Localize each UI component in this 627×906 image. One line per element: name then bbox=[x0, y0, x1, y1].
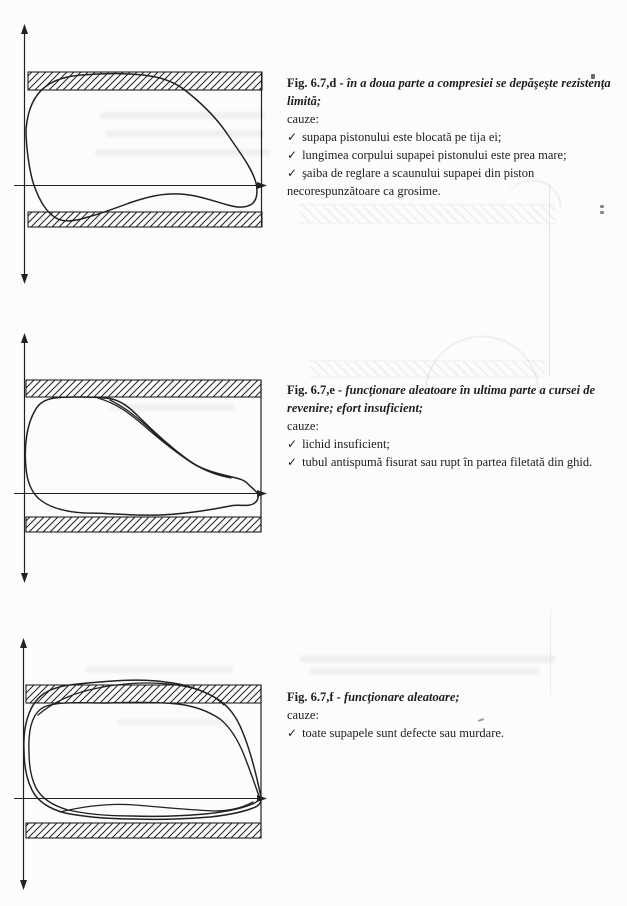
diagram-fig-67f bbox=[0, 635, 280, 900]
showthrough-hatch-band bbox=[300, 204, 556, 224]
cause-heading: cauze: bbox=[287, 112, 319, 126]
horizontal-axis bbox=[14, 182, 267, 189]
work-diagram-curve bbox=[25, 397, 258, 515]
check-icon: ✓ bbox=[287, 166, 298, 180]
cause-item bbox=[287, 146, 626, 164]
limit-band-top bbox=[26, 380, 261, 397]
fig-description: - în a doua parte a compresiei se depăşeşte rezistenţa limită; bbox=[287, 76, 611, 108]
check-icon: ✓ bbox=[287, 455, 298, 469]
scan-speck bbox=[600, 211, 604, 214]
check-icon: ✓ bbox=[287, 726, 298, 740]
cause-heading: cauze: bbox=[287, 419, 319, 433]
horizontal-axis bbox=[14, 490, 267, 497]
work-diagram-curve bbox=[26, 74, 257, 221]
fig-description: - funcţionare aleatoare; bbox=[336, 690, 460, 704]
showthrough-line bbox=[550, 610, 551, 695]
caption-fig-67e bbox=[287, 381, 626, 471]
cause-text: şaiba de reglare a scaunului supapei din piston necorespunzătoare ca grosime. bbox=[287, 166, 535, 198]
showthrough-line bbox=[549, 185, 550, 377]
check-icon: ✓ bbox=[287, 130, 298, 144]
cause-item bbox=[287, 128, 626, 146]
vertical-axis bbox=[21, 333, 28, 583]
cause-text: toate supapele sunt defecte sau murdare. bbox=[302, 726, 505, 740]
fig-title bbox=[287, 688, 626, 706]
fig-label: Fig. 6.7,d bbox=[287, 76, 337, 90]
fig-title bbox=[287, 381, 626, 417]
cause-item bbox=[287, 724, 626, 742]
random-trace-line bbox=[98, 398, 230, 477]
horizontal-axis bbox=[14, 795, 267, 802]
cause-text: tubul antispumă fisurat sau rupt în partea filetată din ghid. bbox=[302, 455, 593, 469]
cause-heading: cauze: bbox=[287, 708, 319, 722]
cause-text: lungimea corpului supapei pistonului este prea mare; bbox=[302, 148, 567, 162]
limit-band-bottom bbox=[26, 823, 261, 838]
diagram-fig-67d bbox=[0, 20, 280, 290]
cause-item bbox=[287, 164, 626, 200]
limit-band-bottom bbox=[26, 517, 261, 532]
fig-description: - funcţionare aleatoare în ultima parte a cursei de revenire; efort insuficient; bbox=[287, 383, 595, 415]
caption-fig-67f bbox=[287, 688, 626, 742]
cause-text: supapa pistonului este blocată pe tija ei; bbox=[302, 130, 502, 144]
fig-label: Fig. 6.7,f bbox=[287, 690, 334, 704]
showthrough-hatch-band bbox=[310, 360, 545, 378]
work-diagram-curve-inner bbox=[29, 702, 259, 816]
check-icon: ✓ bbox=[287, 437, 298, 451]
showthrough-text-smudge bbox=[310, 668, 540, 675]
scan-speck bbox=[600, 205, 604, 208]
check-icon: ✓ bbox=[287, 148, 298, 162]
diagram-fig-67e bbox=[0, 330, 280, 585]
cause-item bbox=[287, 453, 626, 471]
caption-fig-67d bbox=[287, 74, 626, 200]
vertical-axis bbox=[20, 638, 27, 890]
random-trace-line bbox=[110, 400, 231, 478]
fig-label: Fig. 6.7,e bbox=[287, 383, 335, 397]
showthrough-text-smudge bbox=[300, 655, 555, 663]
cause-item bbox=[287, 435, 626, 453]
cause-text: lichid insuficient; bbox=[302, 437, 390, 451]
limit-band-bottom bbox=[28, 212, 262, 227]
fig-title bbox=[287, 74, 626, 110]
random-trace-line bbox=[60, 802, 253, 812]
